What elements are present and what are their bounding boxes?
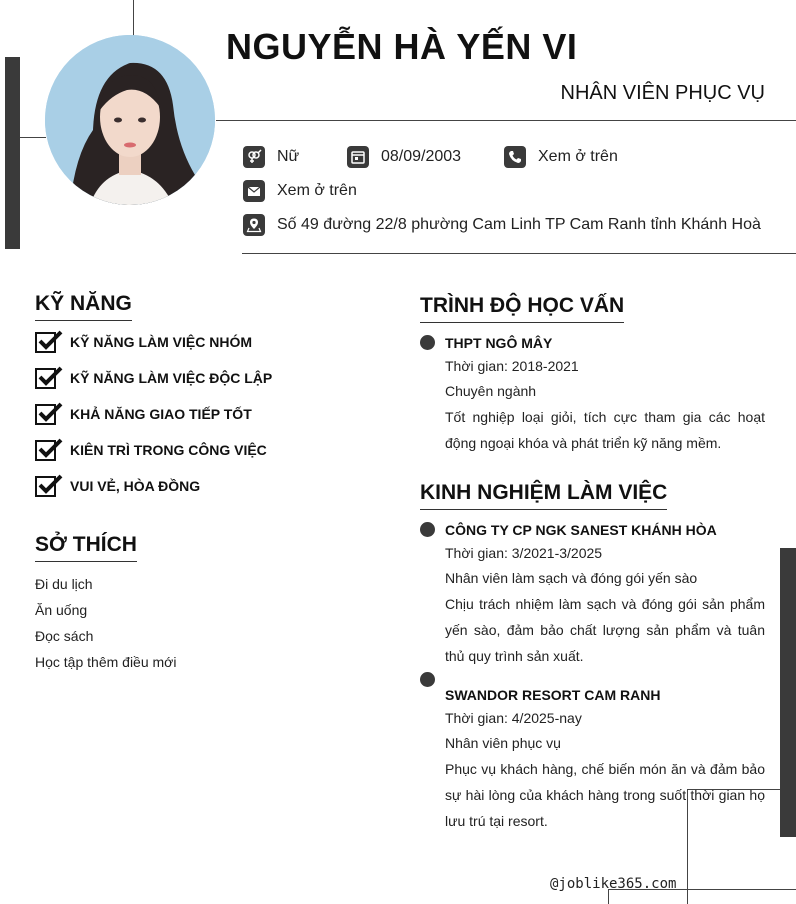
hobby-item: Ăn uống [35, 602, 88, 618]
checkbox-icon [35, 330, 63, 354]
birthdate-value: 08/09/2003 [381, 148, 462, 165]
phone-icon [504, 146, 526, 168]
bullet-icon [420, 335, 435, 350]
skill-label: KHẢ NĂNG GIAO TIẾP TỐT [70, 406, 252, 422]
skill-label: KỸ NĂNG LÀM VIỆC NHÓM [70, 334, 252, 350]
hobby-item: Đọc sách [35, 628, 94, 644]
experience-company: CÔNG TY CP NGK SANEST KHÁNH HÒA [445, 522, 717, 538]
skill-label: KỸ NĂNG LÀM VIỆC ĐỘC LẬP [70, 370, 273, 386]
candidate-name: NGUYỄN HÀ YẾN VI [226, 26, 578, 67]
experience-position: Nhân viên làm sạch và đóng gói yến sào [445, 570, 698, 586]
birthdate-row [347, 146, 461, 168]
skill-item [35, 330, 252, 354]
education-time: Thời gian: 2018-2021 [445, 358, 579, 374]
skill-item [35, 474, 200, 498]
skill-label: KIÊN TRÌ TRONG CÔNG VIỆC [70, 442, 267, 458]
email-row [243, 180, 357, 202]
checkbox-icon [35, 438, 63, 462]
experience-position: Nhân viên phục vụ [445, 735, 561, 751]
skill-label: VUI VẺ, HÒA ĐỒNG [70, 478, 201, 494]
gender-icon [243, 146, 265, 168]
bullet-icon [420, 672, 435, 687]
avatar-side-line [20, 137, 46, 138]
experience-title: KINH NGHIỆM LÀM VIỆC [420, 481, 667, 510]
portrait-photo [45, 35, 215, 205]
location-icon [243, 214, 265, 236]
skills-title: KỸ NĂNG [35, 292, 132, 321]
checkbox-icon [35, 366, 63, 390]
address-value: Số 49 đường 22/8 phường Cam Linh TP Cam Ranh tỉnh Khánh Hoà [277, 216, 761, 233]
hobby-item: Học tập thêm điều mới [35, 654, 177, 670]
gender-value: Nữ [277, 148, 300, 165]
education-description: Tốt nghiệp loại giỏi, tích cực tham gia các hoạt động ngoại khóa và phát triển kỹ năng mềm. [445, 409, 765, 451]
phone-row [504, 146, 618, 168]
info-divider [242, 253, 796, 254]
email-icon [243, 180, 265, 202]
gender-row [243, 146, 299, 168]
left-accent-bar [5, 57, 20, 249]
experience-description: Phục vụ khách hàng, chế biến món ăn và đảm bảo sự hài lòng của khách hàng trong suốt thời gian họ lưu trú tại resort. [445, 761, 765, 829]
skill-item [35, 438, 267, 462]
skill-item [35, 366, 272, 390]
bullet-icon [420, 522, 435, 537]
education-school: THPT NGÔ MÂY [445, 335, 553, 351]
right-accent-bar [780, 548, 796, 837]
site-watermark: @joblike365.com [550, 876, 677, 892]
hobby-item: Đi du lịch [35, 576, 93, 592]
top-vertical-line [133, 0, 134, 36]
skill-item [35, 402, 252, 426]
address-row [243, 214, 761, 236]
experience-time: Thời gian: 4/2025-nay [445, 710, 582, 726]
education-title: TRÌNH ĐỘ HỌC VẤN [420, 294, 624, 323]
email-value: Xem ở trên [277, 182, 357, 199]
header-divider [216, 120, 796, 121]
hobbies-title: SỞ THÍCH [35, 533, 137, 562]
checkbox-icon [35, 474, 63, 498]
job-title: NHÂN VIÊN PHỤC VỤ [560, 82, 765, 104]
avatar [45, 35, 215, 205]
experience-time: Thời gian: 3/2021-3/2025 [445, 545, 603, 561]
education-major: Chuyên ngành [445, 383, 537, 399]
phone-value: Xem ở trên [538, 148, 618, 165]
experience-company: SWANDOR RESORT CAM RANH [445, 687, 661, 703]
calendar-icon [347, 146, 369, 168]
checkbox-icon [35, 402, 63, 426]
experience-description: Chịu trách nhiệm làm sạch và đóng gói sản phẩm yến sào, đảm bảo chất lượng sản phẩm và tuân thủ quy trình sản xuất. [445, 596, 765, 664]
